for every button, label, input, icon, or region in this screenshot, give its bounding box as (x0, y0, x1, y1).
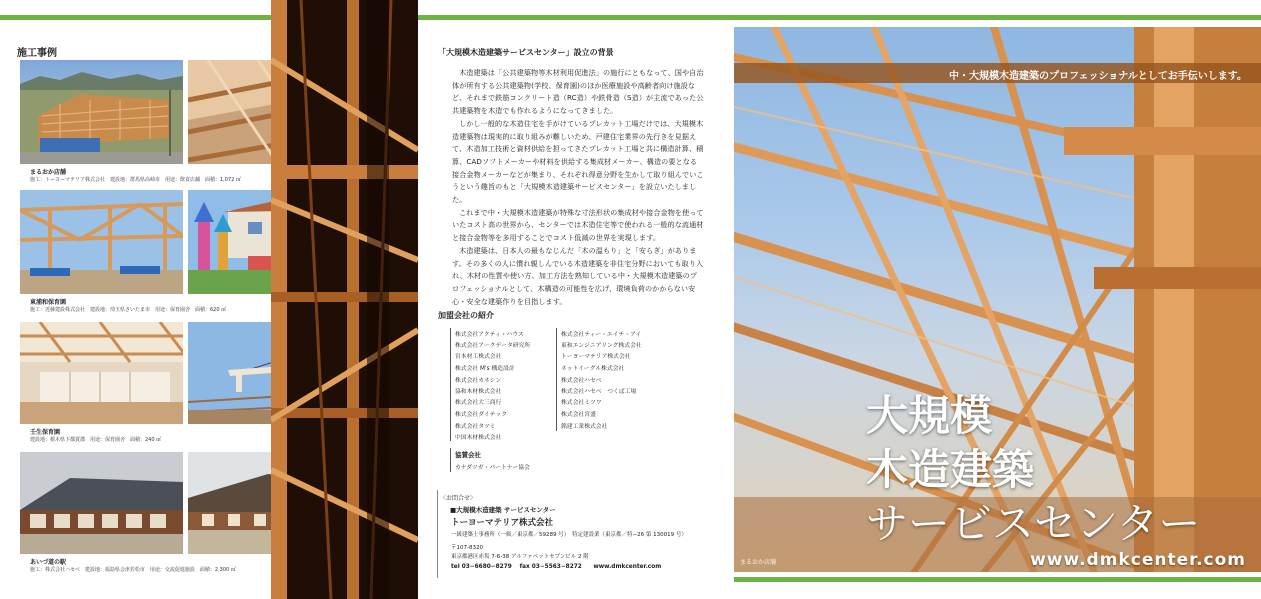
cover-title-line-2: 木造建築 (866, 445, 1035, 494)
member-17: 株式会社ミツワ (561, 400, 602, 406)
contact-phone: tel 03−6680−8279 fax 03−5563−8272 www.dmkcenter.com (451, 564, 662, 570)
supporter-1: カナダツガ・パートナー協会 (455, 465, 530, 471)
background-paragraph-3: これまで中・大規模木造建築が特殊な寸法形状の集成材や接合金物を使っていたコスト高の世界から、センターでは木造住宅等で使われる一般的な流通材と接合金物等を多用することでコスト低減の世界を実現します。 (452, 207, 704, 243)
member-9: 株式会社タツミ (455, 424, 496, 430)
member-4: 株式会社 M's 構造設計 (455, 366, 515, 372)
member-15: 株式会社ハセベ (561, 378, 602, 384)
member-2: 株式会社アークデータ研究所 (455, 343, 531, 349)
member-3: 宮本材工株式会社 (455, 354, 502, 360)
contact-divider (437, 490, 438, 578)
member-10: 中国木材株式会社 (455, 435, 502, 441)
contact-inquiry: 〈お問合せ〉 (440, 495, 477, 502)
member-5: 株式会社カネシン (455, 378, 502, 384)
contact-address: 東京都港区赤坂 7-6-38 アルファベットセブンビル 2 階 (451, 554, 589, 560)
contact-center: ■大規模木造建築 サービスセンター (450, 506, 556, 514)
member-12: 東和エンジニアリング株式会社 (561, 343, 642, 349)
contact-company: トーヨーマテリア株式会社 (451, 518, 554, 528)
members-divider-right (556, 328, 557, 431)
members-heading: 加盟会社の紹介 (438, 311, 494, 320)
member-6: 協和木材株式会社 (455, 389, 502, 395)
case-meta-1: 施工：トーヨーマテリア株式会社 建設地：群馬県高崎市 用途：飲食店舗 面積：1,072 ㎡ (30, 177, 241, 183)
cover-timber-photo (734, 27, 1261, 572)
case-photo-maruoka-exterior (20, 60, 183, 164)
case-photo-aizu-exterior (20, 452, 183, 554)
background-paragraph-1: 木造建築は「公共建築物等木材利用促進法」の施行にともなって、国や自治体が所有する公共建築物(学校、保育園)のほか医療施設や高齢者向け施設など、それまで鉄筋コンクリート造（RC造）や鉄骨造（S造）が主流であった公共建築物を木造でも作れるようになってきました。 (452, 68, 704, 116)
case-studies-title: 施工事例 (17, 48, 57, 59)
member-13: トーヨーマテリア株式会社 (561, 354, 631, 360)
contact-license: 一級建築士事務所（一級／東京都／59289 号） 特定建設業（東京都／特−26 第 130019 号） (451, 532, 687, 538)
case-photo-higashiurawa-frame (20, 190, 183, 294)
cover-photo-caption: まるおか店舗 (740, 559, 777, 566)
background-heading: 「大規模木造建築サービスセンター」設立の背景 (438, 48, 614, 57)
member-16: 株式会社ハセベ つくば工場 (561, 389, 637, 395)
cover-url: www.dmkcenter.com (1030, 550, 1246, 570)
case-name-4: あいづ道の駅 (30, 559, 67, 566)
bottom-rule-cover (734, 577, 1261, 582)
member-18: 株式会社宮盛 (561, 412, 596, 418)
background-body (452, 67, 704, 308)
top-rule-middle (416, 15, 1261, 20)
cover-tagline: 中・大規模木造建築のプロフェッショナルとしてお手伝いします。 (949, 71, 1247, 82)
member-11: 株式会社ティー・エイチ・アイ (561, 332, 642, 338)
case-name-2: 東浦和保育園 (30, 299, 67, 306)
supporters-divider (450, 448, 451, 472)
cover-title-line-3: サービスセンター (866, 499, 1201, 548)
supporters-heading: 協賛会社 (455, 451, 481, 459)
member-14: ネットイーグル株式会社 (561, 366, 625, 372)
timber-frame-photo-strip (271, 0, 418, 599)
case-photo-mibu-interior (20, 322, 183, 424)
contact-postal: 〒107-8320 (451, 545, 483, 551)
member-19: 銘建工業株式会社 (561, 424, 608, 430)
member-1: 株式会社アクティ・ハウス (455, 332, 524, 338)
background-paragraph-2: しかし一般的な木造住宅を手がけているプレカット工場だけでは、大規模木造建築物は現実的に取り組みが難しいため、戸建住宅業界の先行きを見据えて、木造加工技術と資材供給を担ってきたプレカット工場と共に構造計算、積算、CADソフトメーカーや材料を供給する集成材メーカー、構造の要となる接合金物メーカーなどが集まり、それぞれ得意分野を生かして取り組んでいこうという趣旨のもと「大規模木造建築サービスセンター」を設立いたしました。 (452, 118, 704, 205)
cover-title-line-1: 大規模 (866, 391, 993, 440)
member-7: 株式会社大三商行 (455, 400, 502, 406)
member-8: 株式会社ダイテック (455, 412, 508, 418)
tagline-bar (734, 63, 1261, 83)
case-name-1: まるおか店舗 (30, 169, 67, 176)
case-meta-3: 建設地：栃木県下都賀郡 用途：保育園舎 面積：240 ㎡ (30, 437, 162, 443)
case-meta-4: 施工：株式会社ハセベ 建設地：福島県会津若松市 用途：交流促進施設 面積：2,300 ㎡ (30, 567, 236, 573)
background-paragraph-4: 木造建築は、日本人の最もなじんだ「木の温もり」と「安らぎ」があります。その多くの人に慣れ親しんでいる木造建築を非住宅分野においても取り入れ、木材の性質や使い方、加工方法を熟知している中・大規模木造建築のプロフェッショナルとして、木構造の可能性を広げ、環境負荷のかからない安心・安全な建築作りを目指します。 (452, 245, 704, 306)
members-divider-left (450, 328, 451, 441)
case-name-3: 壬生保育園 (30, 429, 61, 436)
case-meta-2: 施工：近藤建設株式会社 建設地：埼玉県さいたま市 用途：保育園舎 面積：620 ㎡ (30, 307, 227, 313)
